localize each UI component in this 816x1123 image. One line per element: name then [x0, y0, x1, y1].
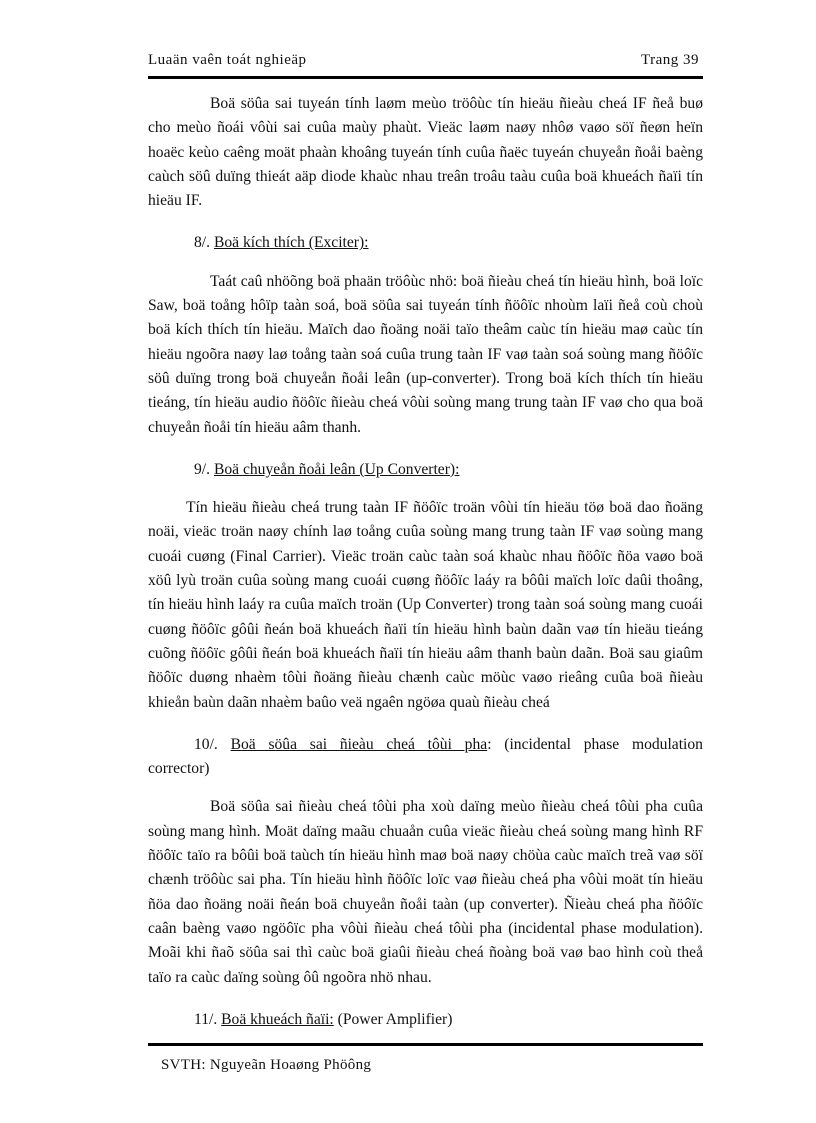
section-number: 11/. [194, 1010, 218, 1028]
header-rule [148, 76, 703, 79]
paragraph-linearity-corrector: Boä söûa sai tuyeán tính laøm meùo tröôùc tín hieäu ñieàu cheá IF ñeå buø cho meùo ñoái vôùi sai cuûa maùy phaùt. Vieäc laøm naøy nhôø vaøo söï ñeøn heïn hoaëc keùo caêng moät phaàn khoâng tuyeán tính cuûa ñaëc tuyeán chuyeån ñoåi baèng caùch söû duïng thieát aäp diode khaùc nhau treân troâu taàu cuûa boä khueách ñaïi tín hieäu IF. [148, 95, 703, 210]
page-footer: SVTH: Nguyeãn Hoaøng Phöông [161, 1057, 372, 1073]
section-heading-power-amplifier [148, 1008, 703, 1032]
paragraph-up-converter: Tín hieäu ñieàu cheá trung taàn IF ñöôïc troän vôùi tín hieäu töø boä dao ñoäng noäi, vieäc troän naøy chính laø toång cuûa soùng mang trung taàn IF vaø soùng mang cuoái cuøng (Final Carrier). Vieäc troän caùc taàn soá khaùc nhau ñöôïc ñöa vaøo boä xöû lyù troän cuûa soùng mang cuoái cuøng ñöôïc laáy ra bôûi maïch loïc daûi thoâng, tín hieäu hình laáy ra cuûa maïch troän (Up Converter) trong taàn soá soùng mang cuoái cuøng ñöôïc gôûi ñeán boä khueách ñaïi tín hieäu hình baùn daãn vaø tín hieäu tieáng cuõng ñöôïc gôûi ñeán boä khueách ñaïi tín hieäu aâm thanh baùn daãn. Boä sau giaûm ñöôïc duøng nhaèm tôùi ñoäng ñieàu chænh caùc möùc vaøo rieâng cuûa boä ñieàu khieån baùn daãn nhaèm baûo veä ngaên ngöøa quaù ñieàu cheá [148, 499, 703, 711]
section-heading-phase-corrector [148, 733, 703, 782]
section-number: 10/. [194, 735, 218, 753]
section-number: 9/. [194, 460, 211, 478]
page-content [148, 92, 703, 1037]
paragraph-exciter: Taát caû nhöõng boä phaän tröôùc nhö: boä ñieàu cheá tín hieäu hình, boä loïc Saw, boä toång hôïp taàn soá, boä söûa sai tuyeán tính ñöôïc nhoùm laïi ñeå coù choù boä kích thích tín hieäu. Maïch dao ñoäng noäi taïo theâm caùc tín hieäu maø caùc tín hieäu ngoõra naøy laø toång taàn soá cuûa trung taàn IF vaø taàn soá soùng mang ñöôïc söû duïng trong boä chuyeån ñoåi leân (up-converter). Trong boä kích thích tín hieäu tieáng, tín hieäu audio ñöôïc ñieàu cheá vôùi soùng mang trung taàn IF vaø cho qua boä chuyeån ñoåi tín hieäu aâm thanh. [148, 272, 703, 436]
document-title: Luaän vaên toát nghieäp [148, 52, 307, 68]
section-heading-up-converter [148, 458, 703, 482]
paragraph-phase-corrector: Boä söûa sai ñieàu cheá tôùi pha xoù daïng meùo ñieàu cheá tôùi pha cuûa soùng mang hình. Moät daïng maãu chuaån cuûa vieäc ñieàu cheá soùng mang hình RF ñöôïc taïo ra bôûi boä taùch tín hieäu hình maø boä naøy chöùa caùc maïch treã vaø söï chænh tröôùc sai pha. Tín hieäu hình ñöôïc loïc vaø ñieàu cheá pha vôùi moät tín hieäu ñöa dao ñoäng noäi ñeán boä chuyeån ñoåi taàn (up converter). Ñieàu cheá pha ñöôïc caân baèng vaøo ngöôïc pha vôùi ñieàu cheá tôùi pha (incidental phase modulation). Moãi khi ñaõ söûa sai thì caùc boä giaûi ñieàu cheá ñoàng boä vaø bao hình coù theå taïo ra caùc daïng soùng ôû ngoõra nhö nhau. [148, 798, 703, 986]
page-header [148, 52, 703, 74]
section-title: Boä chuyeån ñoåi leân (Up Converter): [213, 460, 460, 478]
footer-rule [148, 1043, 703, 1046]
section-title: Boä kích thích (Exciter): [213, 234, 369, 252]
section-number: 8/. [194, 234, 211, 252]
page-number: Trang 39 [640, 52, 699, 68]
section-subtitle: (Power Amplifier) [333, 1010, 453, 1028]
section-subtitle: : (incidental phase modulation corrector) [148, 735, 703, 778]
section-title: Boä söûa sai ñieàu cheá tôùi pha [230, 735, 488, 753]
section-title: Boä khueách ñaïi: [221, 1010, 334, 1028]
section-heading-exciter [148, 231, 703, 255]
